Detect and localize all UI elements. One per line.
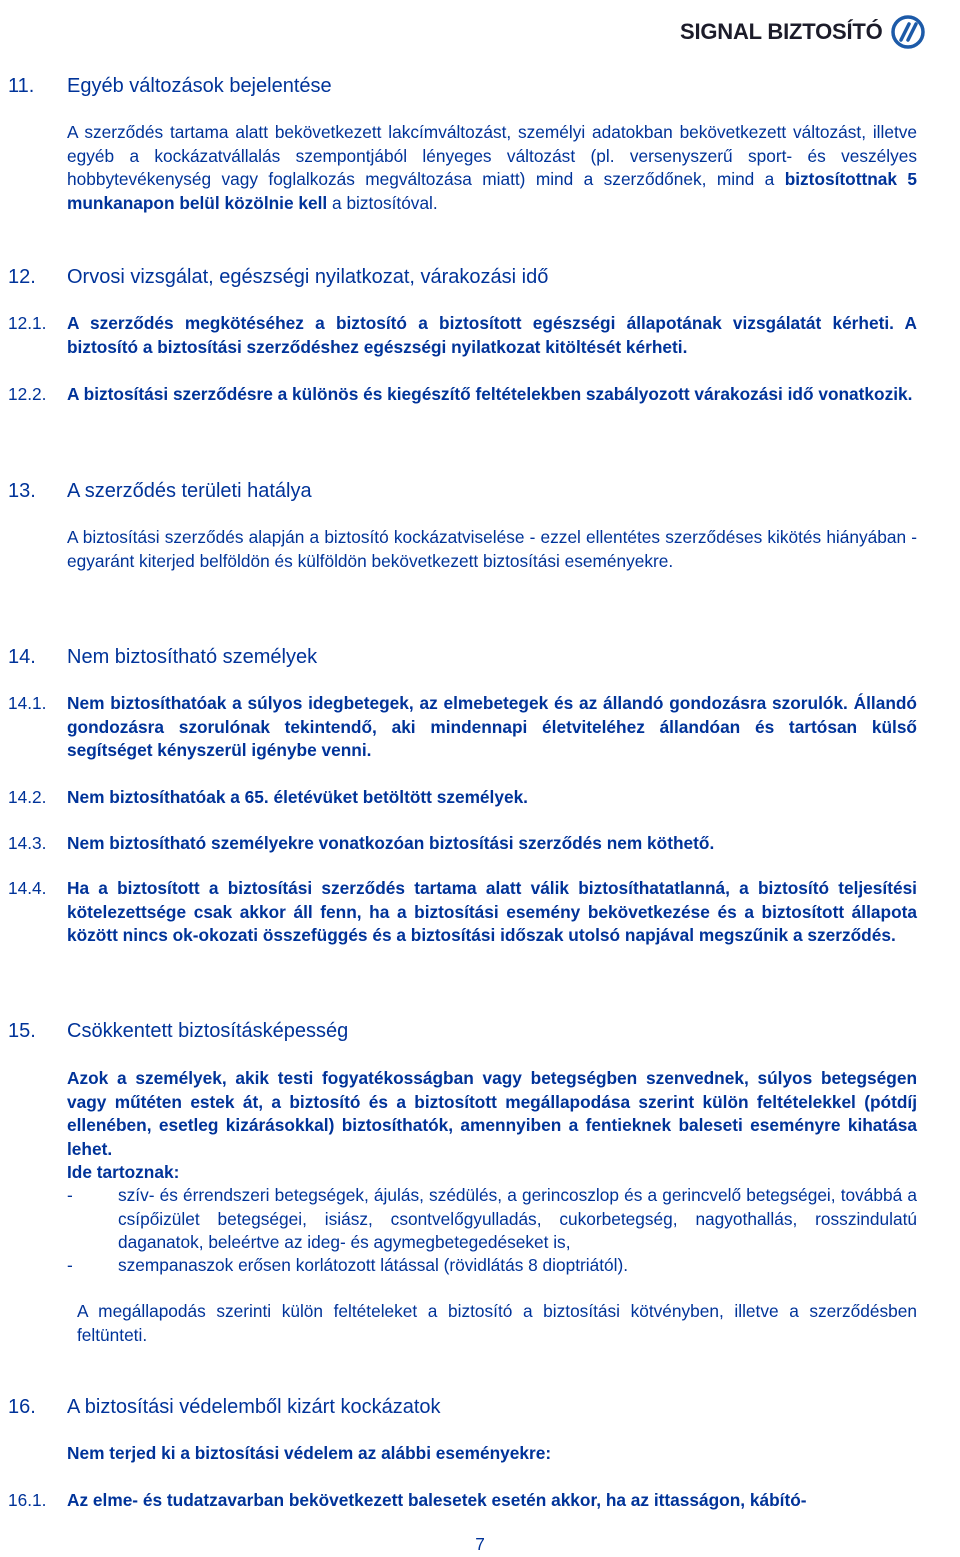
list-item-2: szempanaszok erősen korlátozott látással (rövidlátás 8 dioptriától). (118, 1255, 629, 1275)
section-15-paragraph: Azok a személyek, akik testi fogyatékosságban vagy betegségben szenvednek, súlyos betegségen vagy műtéten estek át, a biztosító és a biztosított megállapodása szerint külön feltételekkel (pótdíj ellenében, esetleg kizárásokkal) biztosíthatók, amennyiben a fentieknek baleseti eseményre kihatása lehet. (67, 1068, 917, 1159)
section-11-title: Egyéb változások bejelentése (67, 75, 332, 97)
section-11-paragraph (67, 121, 917, 215)
list-item-1: szív- és érrendszeri betegségek, ájulás, szédülés, a gerincoszlop és a gerincvelő betegségei, továbbá a csípőizület betegségei, isiász, csontvelőgyulladás, cukorbetegség, nagyothallás, rosszindulatú daganatok, beleértve az ideg- és agymegbetegedéseket is, (118, 1185, 917, 1252)
item-12-2-text: A biztosítási szerződésre a különös és kiegészítő feltételekben szabályozott várakozási idő vonatkozik. (67, 384, 913, 404)
section-16-title: A biztosítási védelemből kizárt kockázatok (67, 1396, 441, 1418)
logo-text: SIGNAL BIZTOSÍTÓ (680, 19, 883, 45)
signal-swoosh-icon (891, 15, 925, 49)
item-14-2-number: 14.2. (8, 787, 47, 807)
list-dash-2: - (67, 1255, 73, 1275)
section-15-list-intro: Ide tartoznak: (67, 1162, 180, 1182)
section-14-title: Nem biztosítható személyek (67, 646, 318, 668)
item-14-4-number: 14.4. (8, 878, 47, 898)
item-14-4-text: Ha a biztosított a biztosítási szerződés tartama alatt válik biztosíthatatlanná, a biztosító teljesítési kötelezettsége csak akkor áll fenn, ha a biztosítási esemény bekövetkezése és a biztosított állapota között nincs ok-okozati összefüggés és a biztosítási időszak utolsó napjával megszűnik a szerződés. (67, 878, 917, 945)
item-12-1-number: 12.1. (8, 313, 47, 333)
item-12-1-text: A szerződés megkötéséhez a biztosító a biztosított egészségi állapotának vizsgálatát kérheti. A biztosító a biztosítási szerződéshez egészségi nyilatkozat kitöltését kérheti. (67, 313, 917, 357)
item-16-1-text: Az elme- és tudatzavarban bekövetkezett balesetek esetén akkor, ha az ittasságon, kábító- (67, 1490, 807, 1510)
section-12-title: Orvosi vizsgálat, egészségi nyilatkozat, várakozási idő (67, 266, 549, 288)
list-dash-1: - (67, 1185, 73, 1205)
section-12-number: 12. (8, 266, 36, 288)
section-15-title: Csökkentett biztosításképesség (67, 1020, 349, 1042)
s11-text-bold: biztosítottnak 5 munkanapon belül közölnie kell (67, 169, 918, 213)
section-15-number: 15. (8, 1020, 36, 1042)
section-16-intro: Nem terjed ki a biztosítási védelem az alábbi eseményekre: (67, 1443, 552, 1463)
page-number: 7 (475, 1534, 485, 1554)
item-14-2-text: Nem biztosíthatóak a 65. életévüket betöltött személyek. (67, 787, 528, 807)
section-15-note: A megállapodás szerinti külön feltételeket a biztosító a biztosítási kötvényben, illetve a szerződésben feltünteti. (77, 1301, 917, 1345)
section-13-number: 13. (8, 480, 36, 502)
item-16-1-number: 16.1. (8, 1490, 47, 1510)
item-14-1-number: 14.1. (8, 693, 47, 713)
section-16-number: 16. (8, 1396, 36, 1418)
section-13-title: A szerződés területi hatálya (67, 480, 312, 502)
item-14-3-text: Nem biztosítható személyekre vonatkozóan biztosítási szerződés nem köthető. (67, 833, 715, 853)
company-logo (680, 14, 952, 50)
section-14-number: 14. (8, 646, 36, 668)
item-14-1-text: Nem biztosíthatóak a súlyos idegbetegek, az elmebetegek és az állandó gondozásra szorulók. Állandó gondozásra szorulónak tekintendő, aki mindennapi életviteléhez állandóan és tartósan külső segítséget kényszerül igénybe venni. (67, 693, 917, 760)
item-14-3-number: 14.3. (8, 833, 47, 853)
section-11-number: 11. (8, 75, 35, 97)
item-12-2-number: 12.2. (8, 384, 47, 404)
s11-text-c: a biztosítóval. (327, 192, 438, 213)
s11-text-a: A szerződés tartama alatt bekövetkezett lakcímváltozást, személyi adatokban bekövetkezett változást, illetve egyéb a kockázatvállalás szempontjából lényeges változást (pl. versenyszerű sport- és veszélyes hobbytevékenység vagy foglalkozás megváltozása miatt) mind a szerződőnek, mind a (67, 122, 917, 189)
section-13-paragraph: A biztosítási szerződés alapján a biztosító kockázatviselése - ezzel ellentétes szerződéses kikötés hiányában - egyaránt kiterjed belföldön és külföldön bekövetkezett biztosítási eseményekre. (67, 527, 917, 571)
